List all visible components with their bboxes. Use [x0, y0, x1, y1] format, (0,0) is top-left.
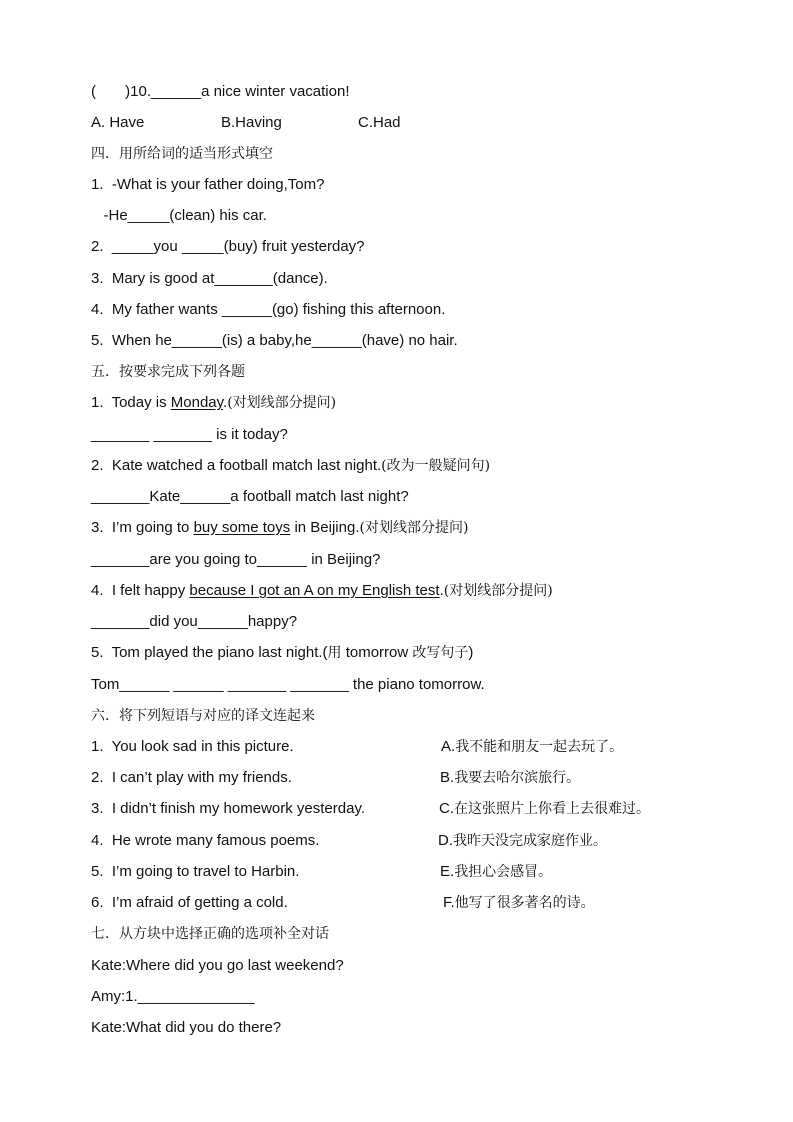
- option-a: A. Have: [91, 114, 145, 131]
- s5-question-4: [91, 582, 553, 600]
- q-text: 4. I felt happy: [91, 582, 190, 599]
- s5-answer-5: Tom______ ______ _______ _______ the piano tomorrow.: [91, 676, 485, 693]
- q-text: .: [223, 394, 228, 411]
- question-10: [91, 83, 350, 101]
- s5-answer-3: _______are you going to______ in Beijing?: [91, 551, 381, 568]
- option-letter: D.: [438, 832, 453, 849]
- underlined-text: buy some toys: [193, 519, 291, 536]
- match-right-e: [440, 863, 552, 881]
- s5-question-3: [91, 519, 468, 537]
- match-left-2: 2. I can’t play with my friends.: [91, 769, 292, 786]
- s4-item-1: 1. -What is your father doing,Tom?: [91, 176, 325, 193]
- option-letter: E.: [440, 863, 455, 880]
- match-left-3: 3. I didn’t finish my homework yesterday.: [91, 800, 365, 817]
- section-6-title: 六．将下列短语与对应的译文连起来: [91, 708, 315, 724]
- instruction-note: (改为一般疑问句): [381, 458, 491, 474]
- question-text: a nice winter vacation!: [201, 83, 350, 100]
- q-text: ): [468, 644, 474, 661]
- match-right-d: [438, 832, 607, 850]
- option-c: C.Had: [358, 114, 401, 131]
- option-text: 他写了很多著名的诗。: [454, 895, 595, 911]
- option-letter: A.: [441, 738, 456, 755]
- option-letter: C.: [439, 800, 454, 817]
- s4-item-1-answer: -He_____(clean) his car.: [91, 207, 267, 224]
- option-letter: B.: [440, 769, 455, 786]
- match-right-f: [443, 894, 595, 912]
- match-left-6: 6. I’m afraid of getting a cold.: [91, 894, 288, 911]
- question-number: ( )10.: [91, 83, 152, 100]
- q-text: in Beijing.: [290, 519, 360, 536]
- instruction-note: (对划线部分提问): [227, 395, 337, 411]
- section-4-title: 四．用所给词的适当形式填空: [91, 146, 273, 162]
- q-text: 1. Today is: [91, 394, 171, 411]
- q-text: .: [439, 582, 444, 599]
- underlined-text: because I got an A on my English test: [189, 582, 440, 599]
- s5-question-2: [91, 457, 490, 475]
- option-b: B.Having: [221, 114, 282, 131]
- dialog-line-1: Kate:Where did you go last weekend?: [91, 957, 344, 974]
- section-5-title: 五．按要求完成下列各题: [91, 364, 245, 380]
- s5-answer-2: _______Kate______a football match last night?: [91, 488, 409, 505]
- s4-item-4: 4. My father wants ______(go) fishing this afternoon.: [91, 301, 446, 318]
- dialog-line-2: Amy:1.______________: [91, 988, 255, 1005]
- option-text: 我担心会感冒。: [454, 864, 553, 880]
- instruction-note: (对划线部分提问): [359, 520, 469, 536]
- match-right-c: [439, 800, 650, 818]
- s4-item-5: 5. When he______(is) a baby,he______(have) no hair.: [91, 332, 458, 349]
- s4-item-3: 3. Mary is good at_______(dance).: [91, 270, 328, 287]
- match-left-4: 4. He wrote many famous poems.: [91, 832, 320, 849]
- instruction-note: (对划线部分提问): [443, 583, 553, 599]
- q-text: 5. Tom played the piano last night.(: [91, 644, 328, 661]
- option-text: 我要去哈尔滨旅行。: [454, 770, 581, 786]
- dialog-line-3: Kate:What did you do there?: [91, 1019, 282, 1036]
- match-left-5: 5. I’m going to travel to Harbin.: [91, 863, 300, 880]
- s5-answer-1: _______ _______ is it today?: [91, 426, 288, 443]
- q-text: 2. Kate watched a football match last night.: [91, 457, 382, 474]
- instruction-note: 用: [327, 645, 342, 661]
- q-text: 3. I’m going to: [91, 519, 194, 536]
- answer-blank: ______: [151, 83, 202, 100]
- s5-question-1: [91, 394, 336, 412]
- instruction-note: 改写句子: [412, 645, 469, 661]
- match-left-1: 1. You look sad in this picture.: [91, 738, 294, 755]
- option-text: 我不能和朋友一起去玩了。: [455, 739, 624, 755]
- s4-item-2: 2. _____you _____(buy) fruit yesterday?: [91, 238, 365, 255]
- option-text: 我昨天没完成家庭作业。: [453, 833, 607, 849]
- option-letter: F.: [443, 894, 455, 911]
- q-text: tomorrow: [341, 644, 413, 661]
- s5-answer-4: _______did you______happy?: [91, 613, 298, 630]
- match-right-a: [441, 738, 623, 756]
- section-7-title: 七．从方块中选择正确的选项补全对话: [91, 926, 329, 942]
- s5-question-5: [91, 644, 473, 662]
- match-right-b: [440, 769, 580, 787]
- option-text: 在这张照片上你看上去很难过。: [454, 801, 650, 817]
- underlined-text: Monday: [170, 394, 224, 411]
